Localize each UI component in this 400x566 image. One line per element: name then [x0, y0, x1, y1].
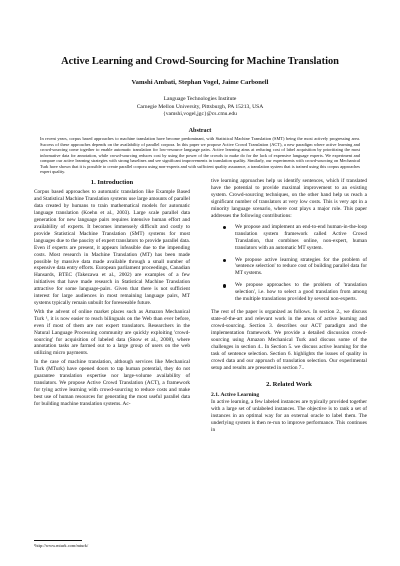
section-heading-introduction: 1. Introduction: [90, 179, 134, 186]
paper-outline-paragraph: The rest of the paper is organized as follows. In section 2., we discuss state-of-the-art and relevant work in the areas of active learning and crowd-sourcing. Section 3. describes our ACT paradigm and the implementation framework. We provide a detailed discussion crowd-sourcing using Amazon Mechanical Turk and discuss some of the challenges in section 4.. In Section 5. we discuss active learning for the task of sentence selection. Section 6. highlights the issues of quality in crowd data and our approach of translation selection. Our experimental setup and results are presented in section 7..: [211, 309, 367, 371]
right-column: [211, 178, 367, 556]
affiliation-institute: Language Technologies Institute: [163, 96, 237, 102]
contribution-list: [211, 224, 367, 304]
left-column: [34, 178, 190, 556]
contribution-item: [223, 282, 367, 303]
contribution-text: We propose active learning strategies for the problem of 'sentence selection' to reduce cost of building parallel data for MT systems.: [235, 256, 367, 277]
contribution-item: [223, 257, 367, 278]
footnote-rule: [34, 540, 82, 541]
affiliation: [0, 96, 400, 119]
abstract-text: In recent years, corpus based approaches to machine translation have become predominant, with Statistical Machine Translation (SMT) being the most actively progressing area. Success of these approaches depends on the availability of parallel corpora. In this paper we propose Active Crowd Translation (ACT), a new paradigm where active learning and crowd-sourcing come together to enable automatic translation for low-resource language pairs. Active learning aims at reducing cost of label acquisition by prioritizing the most informative data for annotation, while crowd-sourcing reduces cost by using the power of the crowds to make do for the lack of expensive language experts. We experiment and compare our active learning strategies with strong baselines and see significant improvements in translation quality. Similarly, our experiments with crowd-sourcing on Mechanical Turk have shown that it is possible to create parallel corpora using non-experts and with sufficient quality assurance, a translation system that is trained using this corpus approaches expert quality.: [40, 136, 360, 175]
affiliation-email: {vamshi,vogel,jgc}@cs.cmu.edu: [163, 111, 237, 118]
intro-paragraph: In the case of machine translation, although services like Mechanical Turk (MTurk) have opened doors to tap human potential, they do not guarantee translation expertise nor large-volume availability of translators. We propose Active Crowd Translation (ACT), a framework for tying active learning with crowd-sourcing to reduce costs and make best use of human resources for generating the most useful parallel data for building machine translation systems. Ac-: [34, 358, 190, 407]
section-heading-related-work: 2. Related Work: [266, 380, 312, 388]
intro-paragraph: With the advent of online market places such as Amazon Mechanical Turk ¹, it is now easier to reach bilinguals on the Web than ever before, even if most of them are not expert translators. Researchers in the Natural Language Processing community are quickly exploiting 'crowd-sourcing' for acquisition of labeled data (Snow et al., 2008), where annotation tasks are farmed out to a large group of users on the web utilizing micro payments.: [34, 308, 190, 357]
author-list: Vamshi Ambati, Stephan Vogel, Jaime Carbonell: [131, 79, 269, 86]
footnote-area: [34, 536, 190, 549]
related-work-paragraph: In active learning, a few labeled instances are typically provided together with a large set of unlabeled instances. The objective is to rank a set of instances in an optimal way for an external oracle to label them. The underlying system is then re-run to improve performance. This continues in: [211, 398, 367, 433]
bullet-icon: [223, 284, 226, 287]
bullet-icon: [223, 226, 226, 229]
contribution-text: We propose approaches to the problem of 'translation selection', i.e. how to select a good translation from among the multiple translations provided by several non-experts.: [235, 282, 367, 303]
intro-paragraph: Corpus based approaches to automatic translation like Example Based and Statistical Machine Translation systems use large amounts of parallel data created by humans to train mathematical models for automatic language translation (Koehn et al., 2003). Large scale parallel data generation for new language pairs requires intensive human effort and availability of experts. It becomes immensely difficult and costly to provide Statistical Machine Translation (SMT) systems for most languages due to the paucity of expert translators to provide parallel data. Even if experts are present, it appears infeasible due to the impending costs. Most research in Machine Translation (MT) has been made possible by massive data made available through a small number of expensive data entry efforts. European parliament proceedings, Canadian Hansards, BTEC (Takezawa et al., 2002) are examples of a few initiatives that have made research in Statistical Machine Translation attractive for some language-pairs. Given that there is not sufficient interest for large audiences in most remaining language pairs, MT systems typically remain unbuilt for foreseeable future.: [34, 189, 190, 307]
footnote: ¹http://www.mturk.com/mturk/: [34, 543, 89, 548]
abstract-heading: Abstract: [188, 128, 212, 134]
affiliation-university: Carnegie Mellon University, Pittsburgh, PA 15213, USA: [136, 103, 264, 110]
contribution-item: [223, 224, 367, 252]
bullet-icon: [223, 259, 226, 262]
intro-continuation: tive learning approaches help us identify sentences, which if translated have the potential to provide maximal improvement to an existing system. Crowd-sourcing techniques, on the other hand help us reach a significant number of translators at very low costs. This is very apt in a minority language scenario, where cost plays a major role. This paper addresses the following contributions:: [211, 178, 367, 219]
paper-title: Active Learning and Crowd-Sourcing for Machine Translation: [61, 56, 339, 67]
subsection-heading-active-learning: 2.1. Active Learning: [211, 391, 260, 398]
contribution-text: We propose and implement an end-to-end human-in-the-loop translation system framework called Active Crowd Translation, that combines online, non-expert, human translators with an automatic MT system.: [235, 223, 367, 251]
